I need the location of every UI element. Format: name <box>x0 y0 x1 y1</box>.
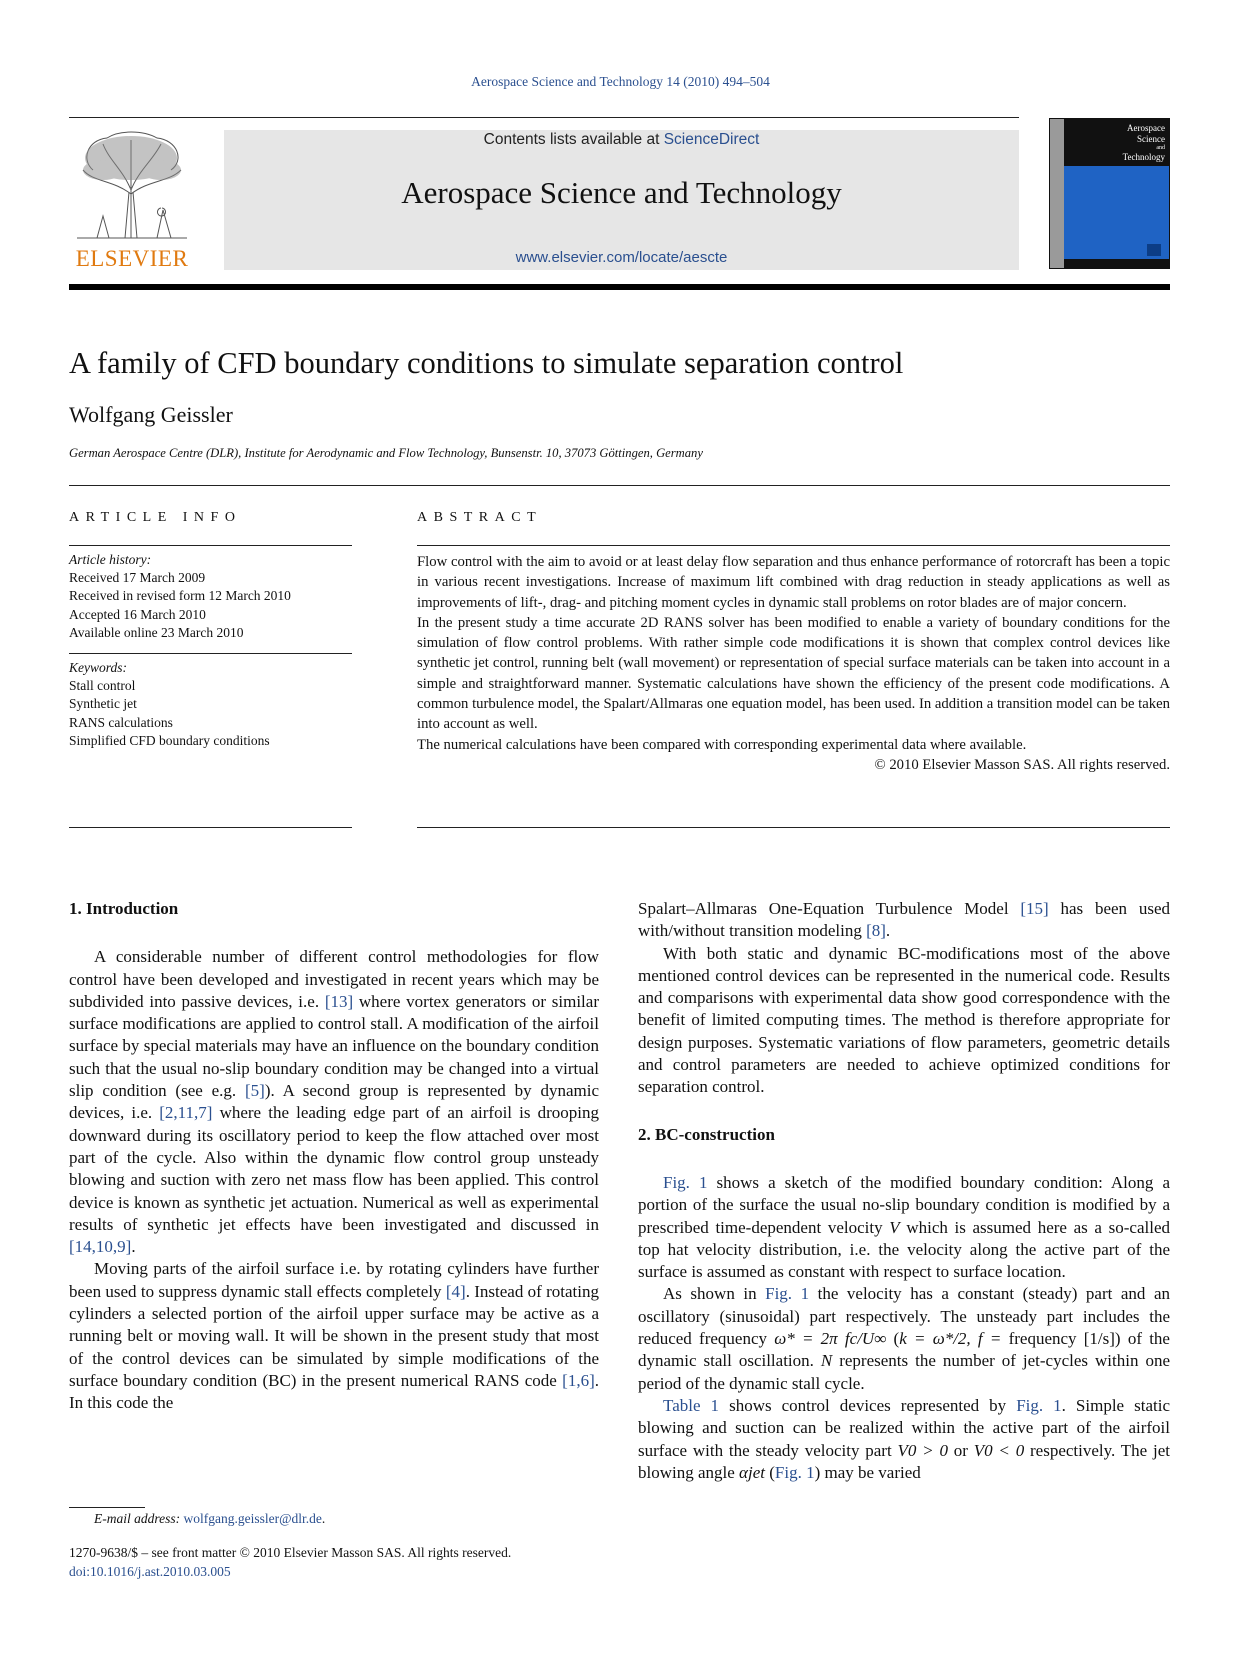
citation-link[interactable]: [13] <box>324 991 354 1011</box>
email-label: E-mail address: <box>94 1511 181 1526</box>
cover-footer-band <box>1064 259 1169 268</box>
body-column-right <box>638 898 1170 1484</box>
abstract-body <box>417 552 1170 775</box>
author-affiliation: German Aerospace Centre (DLR), Institute for Aerodynamic and Flow Technology, Bunsenstr. 10, 37073 Göttingen, Germany <box>69 446 703 460</box>
abstract-paragraph: The numerical calculations have been compared with corresponding experimental data where available. <box>417 736 1027 753</box>
section-heading-introduction: 1. Introduction <box>69 899 179 918</box>
keyword-item: Synthetic jet <box>69 696 137 712</box>
bc-paragraph-3 <box>638 1395 1170 1484</box>
article-info-rule <box>69 653 352 654</box>
math-expression: ω* = 2π fc/U∞ <box>774 1329 887 1349</box>
article-info-heading: ARTICLE INFO <box>69 510 242 525</box>
keyword-item: Simplified CFD boundary conditions <box>69 732 270 748</box>
cover-title-line: and <box>1156 145 1165 151</box>
citation-link[interactable]: [2,11,7] <box>159 1103 213 1123</box>
history-item: Available online 23 March 2010 <box>69 624 244 640</box>
table-link[interactable]: Table 1 <box>663 1395 720 1415</box>
elsevier-wordmark: ELSEVIER <box>75 246 189 271</box>
affiliation-rule <box>69 485 1170 486</box>
cover-title-line: Science <box>1137 134 1165 144</box>
keywords-label: Keywords: <box>69 660 127 675</box>
text-run: ( <box>764 1462 775 1482</box>
cover-spine <box>1050 119 1064 268</box>
text-run: where the leading edge part of an airfoil is drooping downward during its oscillatory period to keep the flow attached over most part of the cycle. Also within the dynamic flow control group unsteady blowing and suction with zero net mass flow has been applied. This control device is known as synthetic jet actuation. Numerical as well as experimental results of synthetic jet effects have been investigated and discussed in <box>69 1103 599 1234</box>
bc-paragraph-2 <box>638 1283 1170 1394</box>
article-title: A family of CFD boundary conditions to simulate separation control <box>69 346 904 380</box>
text-run: Moving parts of the airfoil surface i.e. by rotating cylinders have further been used to suppress dynamic stall effects completely <box>69 1259 599 1301</box>
text-run: ) may be varied <box>814 1462 921 1482</box>
text-run: ( <box>886 1329 900 1349</box>
footnote-rule <box>69 1507 145 1508</box>
cover-title <box>1064 123 1165 163</box>
text-run: represents the number of jet-cycles within one period of the dynamic stall cycle. <box>638 1351 1170 1393</box>
citation-link[interactable]: [4] <box>445 1281 466 1301</box>
elsevier-logo <box>69 130 195 272</box>
text-run: ). A second group is represented by dynamic devices, i.e. <box>69 1081 599 1123</box>
contents-prefix: Contents lists available at <box>483 131 664 148</box>
text-run: has been used with/without transition modeling <box>638 899 1170 941</box>
citation-link[interactable]: [8] <box>866 921 886 941</box>
history-item: Received 17 March 2009 <box>69 570 206 586</box>
text-run: . <box>885 921 891 941</box>
history-label: Article history: <box>69 552 152 567</box>
citation-link[interactable]: [5] <box>245 1081 265 1101</box>
text-run: or <box>947 1440 974 1460</box>
text-run: . Simple static blowing and suction can be realized within the active part of the airfoil surface with the steady velocity part <box>638 1395 1171 1460</box>
text-run: the velocity has a constant (steady) part and an oscillatory (sinusoidal) part respectively. The unsteady part includes the reduced frequency <box>638 1284 1170 1349</box>
article-history <box>69 551 352 642</box>
history-item: Accepted 16 March 2010 <box>69 606 206 622</box>
citation-link[interactable]: [14,10,9] <box>69 1237 132 1257</box>
figure-link[interactable]: Fig. 1 <box>774 1462 815 1482</box>
sciencedirect-link[interactable]: ScienceDirect <box>663 131 760 148</box>
math-variable: N <box>820 1351 833 1371</box>
journal-url-link[interactable]: www.elsevier.com/locate/aescte <box>515 249 728 266</box>
text-run: . <box>321 1511 326 1526</box>
text-run: where vortex generators or similar surface modifications are applied to control stall. A modification of the airfoil surface by special materials may have an influence on the boundary condition such that the usual no-slip boundary condition may be changed into a virtual slip condition (see e.g. <box>69 991 599 1101</box>
text-run: which is assumed here as a so-called top hat velocity distribution, i.e. the velocity along the active part of the surface is assumed as constant with respect to surface location. <box>638 1217 1170 1282</box>
contents-availability <box>224 131 1019 149</box>
math-expression: k = ω*/2, f = <box>899 1329 1002 1349</box>
history-item: Received in revised form 12 March 2010 <box>69 588 291 604</box>
text-run: . In this code the <box>69 1370 599 1413</box>
figure-link[interactable]: Fig. 1 <box>765 1284 810 1304</box>
math-variable: V <box>889 1217 900 1237</box>
keyword-item: RANS calculations <box>69 714 173 730</box>
text-run: Spalart–Allmaras One-Equation Turbulence Model <box>638 899 1021 918</box>
journal-cover-thumbnail[interactable] <box>1049 118 1170 269</box>
intro-paragraph-3 <box>638 898 1170 943</box>
figure-link[interactable]: Fig. 1 <box>1016 1395 1062 1415</box>
keyword-item: Stall control <box>69 678 136 694</box>
journal-name: Aerospace Science and Technology <box>401 175 842 210</box>
author-name: Wolfgang Geissler <box>69 402 233 427</box>
email-footnote <box>94 1511 325 1527</box>
bc-paragraph-1 <box>638 1172 1170 1283</box>
math-expression: αjet <box>739 1462 765 1482</box>
intro-paragraph-2 <box>69 1258 599 1414</box>
text-run: . Instead of rotating cylinders a selected portion of the airfoil upper surface may be active as a running belt or moving wall. It will be shown in the present study that most of the control devices can be simulated by simple modifications of the surface boundary condition (BC) in the present numerical RANS code <box>69 1281 599 1390</box>
text-run: shows control devices represented by <box>719 1395 1017 1415</box>
figure-link[interactable]: Fig. 1 <box>663 1172 708 1192</box>
math-expression: V0 > 0 <box>897 1440 948 1460</box>
header-rule <box>69 117 1019 118</box>
text-run: respectively. The jet blowing angle <box>638 1440 1170 1482</box>
abstract-rule <box>417 545 1170 546</box>
text-run: frequency [1/s]) of the dynamic stall oscillation. <box>638 1329 1170 1371</box>
email-link[interactable]: wolfgang.geissler@dlr.de <box>183 1511 322 1526</box>
intro-paragraph-4: With both static and dynamic BC-modifications most of the above mentioned control devices can be represented in the numerical code. Results and comparisons with experimental data show good correspondence with the benefit of limited computing times. The method is therefore appropriate for design purposes. Systematic variations of flow parameters, geometric details and control parameters are needed to achieve optimized conditions for separation control. <box>638 943 1170 1097</box>
math-expression: V0 < 0 <box>973 1440 1025 1460</box>
text-run: . <box>131 1237 136 1257</box>
text-run: As shown in <box>663 1284 766 1304</box>
article-info-rule <box>69 827 352 828</box>
abstract-heading: ABSTRACT <box>417 510 543 525</box>
doi-link[interactable]: doi:10.1016/j.ast.2010.03.005 <box>69 1564 231 1579</box>
elsevier-tree-icon <box>73 130 191 242</box>
abstract-rule <box>417 827 1170 828</box>
abstract-paragraph: Flow control with the aim to avoid or at least delay flow separation and thus enhance performance of rotorcraft has been a topic in various recent investigations. Increase of maximum lift combined with drag reduction in steady applications as well as improvements of lift-, drag- and pitching moment cycles in dynamic stall problems on rotor blades are of major concern. <box>417 554 1170 611</box>
cover-publisher-icon <box>1147 244 1161 256</box>
citation-link[interactable]: [15] <box>1020 899 1049 918</box>
abstract-paragraph: In the present study a time accurate 2D RANS solver has been modified to enable a variety of boundary conditions for the simulation of flow control problems. With rather simple code modifications it is shown that complex control devices like synthetic jet control, running belt (wall movement) or representation of special surface materials can be taken into account in a simple and straightforward manner. Systematic calculations have shown the efficiency of the present code modifications. A common turbulence model, the Spalart/Allmaras one equation model, has been used. In addition a transition model can be taken into account as well. <box>417 614 1170 733</box>
section-heading-bc-construction: 2. BC-construction <box>638 1124 775 1144</box>
text-run: shows a sketch of the modified boundary condition: Along a portion of the surface the usual no-slip boundary condition is modified by a prescribed time-dependent velocity <box>638 1172 1170 1237</box>
keywords-list <box>69 659 352 750</box>
running-head[interactable]: Aerospace Science and Technology 14 (2010) 494–504 <box>471 74 770 89</box>
body-column-left <box>69 898 599 1415</box>
article-info-rule <box>69 545 352 546</box>
citation-link[interactable]: [1,6] <box>562 1370 595 1390</box>
cover-title-line: Technology <box>1122 152 1165 162</box>
abstract-copyright: © 2010 Elsevier Masson SAS. All rights reserved. <box>874 756 1170 773</box>
masthead-thick-rule <box>69 284 1170 290</box>
front-matter-notice: 1270-9638/$ – see front matter © 2010 Elsevier Masson SAS. All rights reserved. <box>69 1545 512 1560</box>
text-run: A considerable number of different control methodologies for flow control have been developed and investigated in recent years which may be subdivided into passive devices, i.e. <box>69 947 599 1011</box>
intro-paragraph-1 <box>69 946 599 1258</box>
cover-title-line: Aerospace <box>1127 123 1165 133</box>
